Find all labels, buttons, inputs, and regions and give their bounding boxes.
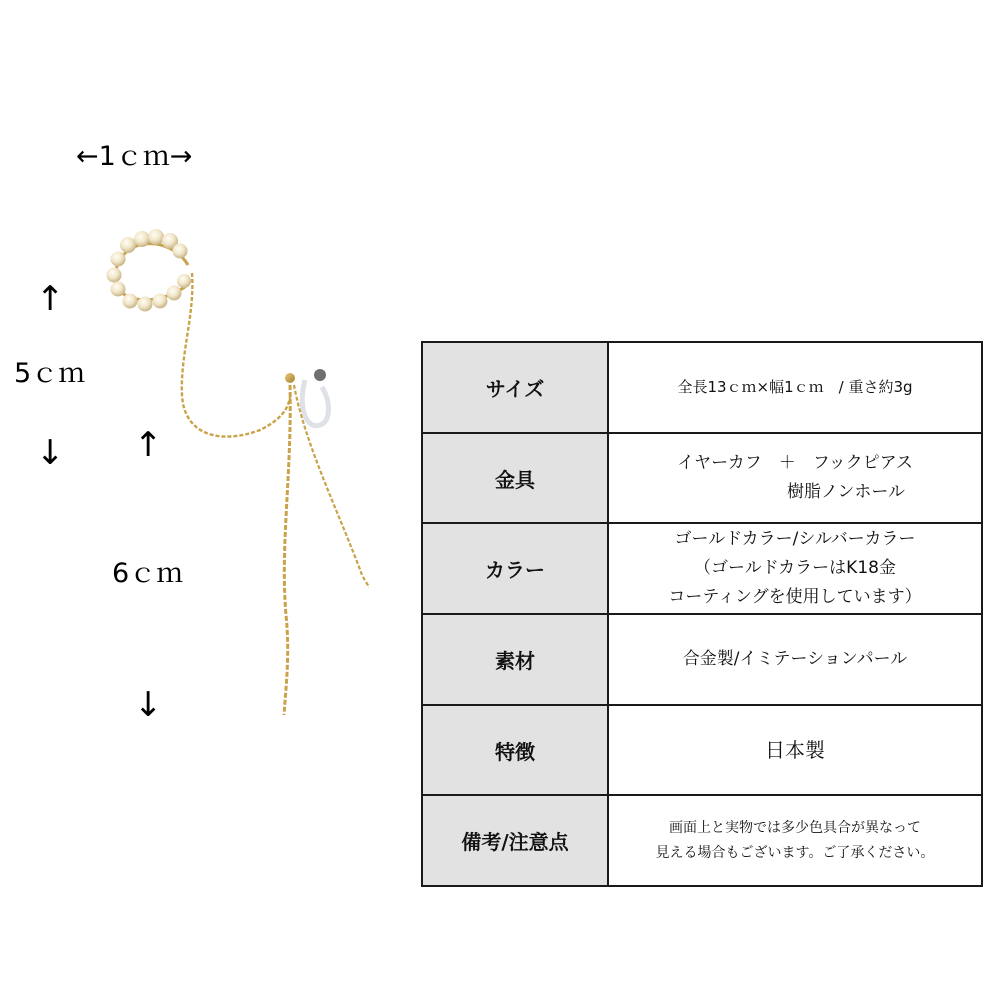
spec-value-line: 日本製 [765, 737, 825, 762]
ear-cuff-pearls [107, 229, 192, 312]
spec-value [609, 796, 981, 885]
spec-row [423, 796, 981, 885]
spec-label: 備考/注意点 [423, 796, 609, 885]
spec-value-line: 見える場合もございます。ご了承ください。 [655, 844, 935, 861]
spec-value-line: 樹脂ノンホール [685, 482, 905, 502]
spec-label: 特徴 [423, 706, 609, 795]
spec-row [423, 434, 981, 525]
dangling-chain-long [284, 385, 290, 715]
spec-value-line: イヤーカフ ＋ フックピアス [677, 453, 913, 473]
lower-length-up-arrow-icon: ↑ [134, 425, 163, 465]
connecting-chain [182, 273, 290, 437]
spec-row [423, 524, 981, 615]
spec-value [609, 706, 981, 795]
spec-table [421, 341, 983, 887]
spec-row [423, 343, 981, 434]
lower-length-dimension-label: 6ｃｍ [112, 558, 184, 589]
spec-value [609, 343, 981, 432]
spec-row [423, 615, 981, 706]
spec-row [423, 706, 981, 797]
spec-value [609, 524, 981, 613]
width-dimension-label: ←1ｃｍ→ [76, 141, 193, 172]
spec-value [609, 434, 981, 523]
earring-product-image [100, 215, 390, 725]
spec-value-line: コーティングを使用しています） [668, 587, 922, 608]
spec-label: 金具 [423, 434, 609, 523]
spec-value-line: 合金製/イミテーションパール [682, 648, 908, 669]
lower-length-down-arrow-icon: ↓ [134, 685, 163, 725]
spec-label: サイズ [423, 343, 609, 432]
upper-length-dimension-label: 5ｃｍ [14, 358, 86, 389]
upper-length-down-arrow-icon: ↓ [36, 433, 65, 473]
spec-value-line: ゴールドカラー/シルバーカラー [674, 529, 916, 550]
spec-value-line: 画面上と実物では多少色具合が異なって [669, 819, 921, 836]
spec-value-line: 全長13ｃｍ×幅1ｃｍ / 重さ約3g [677, 378, 913, 397]
spec-value-line: （ゴールドカラーはK18金 [694, 558, 896, 579]
upper-length-up-arrow-icon: ↑ [36, 279, 65, 319]
spec-value [609, 615, 981, 704]
spec-label: 素材 [423, 615, 609, 704]
spec-label: カラー [423, 524, 609, 613]
